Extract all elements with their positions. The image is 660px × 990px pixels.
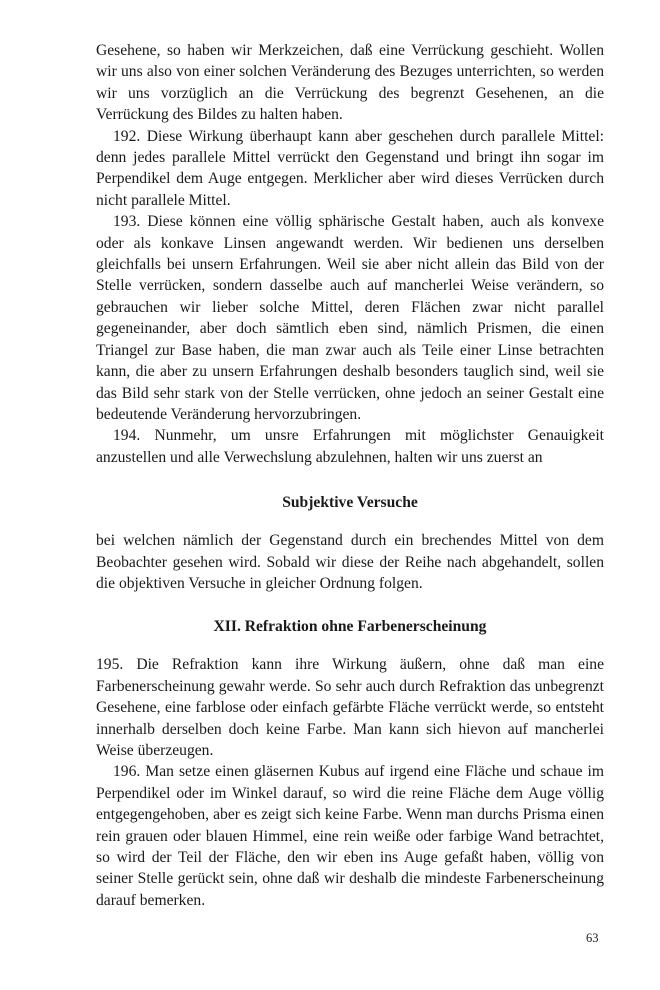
section-heading-subjektive-versuche: Subjektive Versuche [282, 494, 418, 512]
paragraph-194: 194. Nunmehr, um unsre Erfahrungen mit möglichster Genauigkeit anzustellen und alle Verwechslung abzulehnen, halten wir uns zuerst an [96, 427, 604, 466]
text-block [96, 40, 604, 911]
paragraph-195: 195. Die Refraktion kann ihre Wirkung äußern, ohne daß man eine Farbenerscheinung gewahr werde. So sehr auch durch Refraktion das unbegrenzt Gesehene, eine farblose oder einfach gefärbte Fläche verrückt werde, so entsteht innerhalb derselben doch keine Farbe. Man kann sich hievon auf mancherlei Weise überzeugen. [96, 656, 604, 759]
paragraph-intro: Gesehene, so haben wir Merkzeichen, daß eine Verrückung geschieht. Wollen wir uns also von einer solchen Veränderung des Bezuges unterrichten, so werden wir uns vorzüglich an die Verrückung des begrenzt Gesehenen, an die Verrückung des Bildes zu halten haben. [96, 42, 604, 124]
page-number: 63 [586, 931, 599, 945]
paragraph-196: 196. Man setze einen gläsernen Kubus auf irgend eine Fläche und schaue im Perpendikel oder im Winkel darauf, so wird die reine Fläche dem Auge völlig entgegengehoben, aber es zeigt sich keine Farbe. Wenn man durchs Prisma einen rein grauen oder blauen Himmel, eine rein weiße oder farbige Wand betrachtet, so wird der Teil der Fläche, den wir eben ins Auge gefaßt haben, völlig von seiner Stelle gerückt sein, ohne daß wir deshalb die mindeste Farbenerscheinung darauf bemerken. [96, 763, 604, 909]
paragraph-192: 192. Diese Wirkung überhaupt kann aber geschehen durch parallele Mittel: denn jedes parallele Mittel verrückt den Gegenstand und bringt ihn sogar im Perpendikel dem Auge entgegen. Merklicher aber wird dieses Verrücken durch nicht parallele Mittel. [96, 127, 604, 209]
paragraph-193: 193. Diese können eine völlig sphärische Gestalt haben, auch als konvexe oder als konkave Linsen angewandt werden. Wir bedienen uns derselben gleichfalls bei unsern Erfahrungen. Weil sie aber nicht allein das Bild von der Stelle verrücken, sondern dasselbe auch auf mancherlei Weise verändern, so gebrauchen wir lieber solche Mittel, deren Flächen zwar nicht parallel gegeneinander, aber doch sämtlich eben sind, nämlich Prismen, die einen Triangel zur Base haben, die man zwar auch als Teile einer Linse betrachten kann, die aber zu unsern Erfahrungen deshalb besonders tauglich sind, weil sie das Bild sehr stark von der Stelle verrücken, ohne jedoch an seiner Gestalt eine bedeutende Veränderung hervorzubringen. [96, 213, 604, 423]
chapter-heading: XII. Refraktion ohne Farbenerscheinung [213, 618, 487, 636]
paragraph-subjective: bei welchen nämlich der Gegenstand durch ein brechendes Mittel von dem Beobachter gesehen wird. Sobald wir diese der Reihe nach abgehandelt, sollen die objektiven Versuche in gleicher Ordnung folgen. [96, 532, 604, 592]
